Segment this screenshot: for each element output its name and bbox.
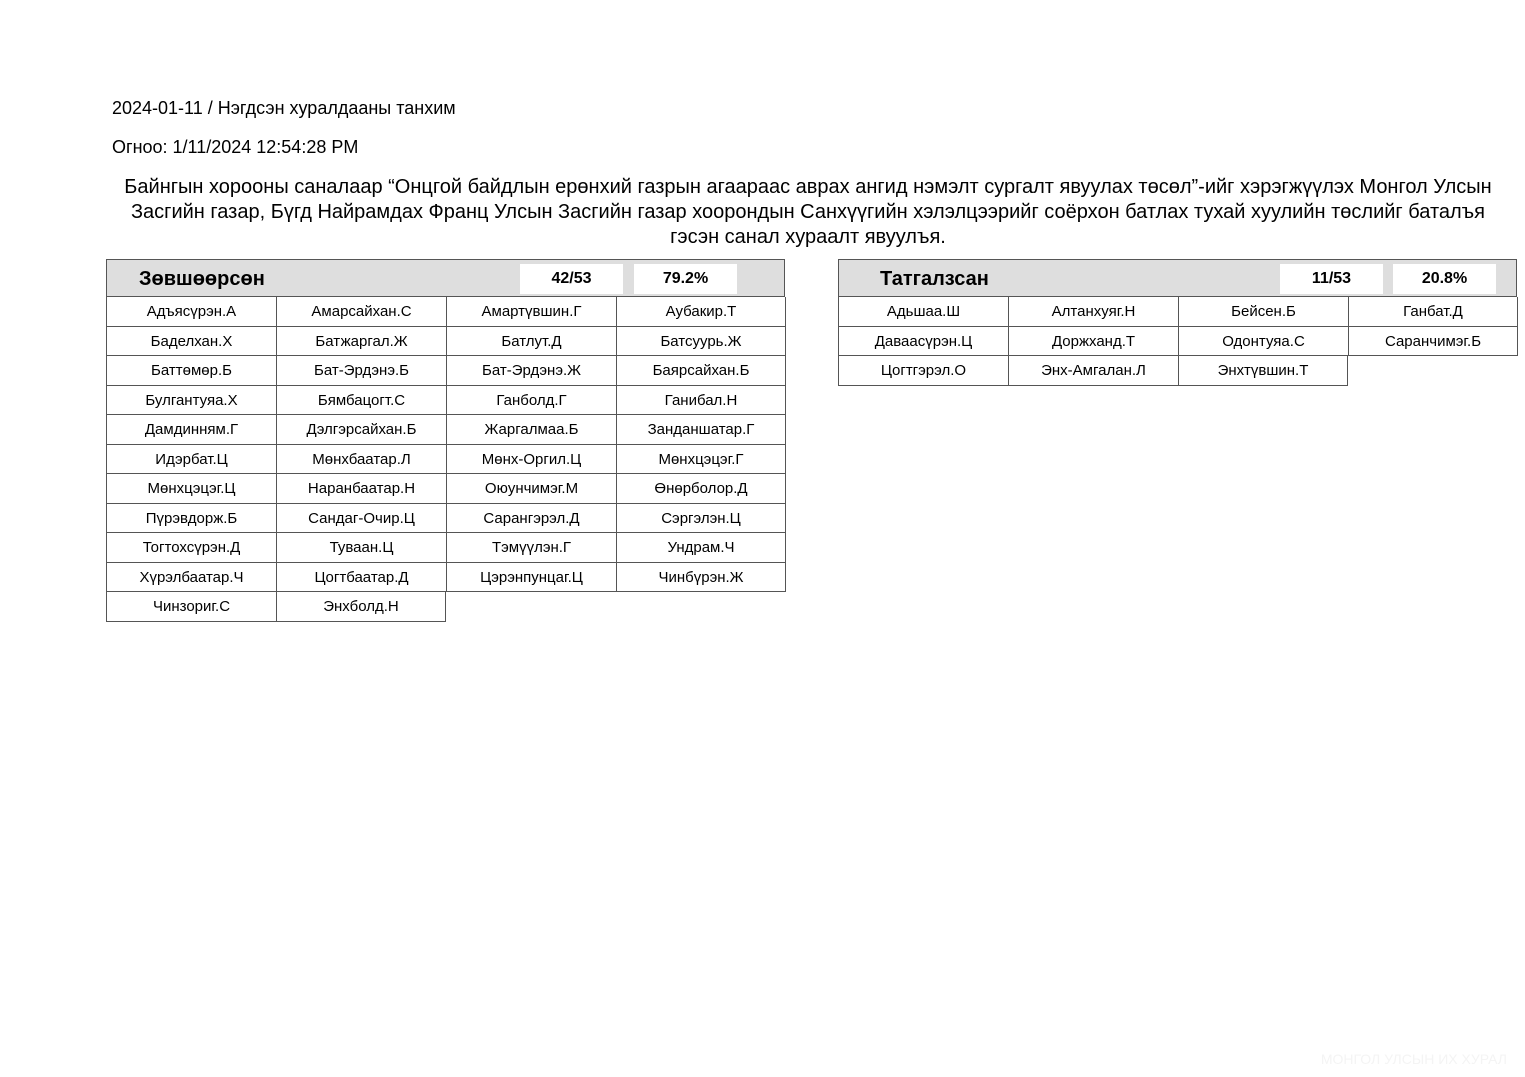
member-name-cell: Өнөрболор.Д — [616, 474, 786, 504]
member-name-cell: Хүрэлбаатар.Ч — [106, 563, 276, 593]
member-name-cell: Сарангэрэл.Д — [446, 504, 616, 534]
member-name-cell: Булгантуяа.Х — [106, 386, 276, 416]
member-name-cell: Мөнхцэцэг.Ц — [106, 474, 276, 504]
reject-title: Татгалзсан — [880, 268, 989, 290]
approve-title: Зөвшөөрсөн — [139, 268, 265, 290]
member-name-cell: Чинбүрэн.Ж — [616, 563, 786, 593]
reject-count: 11/53 — [1280, 264, 1383, 294]
member-name-cell: Цэрэнпунцаг.Ц — [446, 563, 616, 593]
member-name-cell: Адъясүрэн.А — [106, 297, 276, 327]
member-name-cell: Батсуурь.Ж — [616, 327, 786, 357]
member-name-cell: Бейсен.Б — [1178, 297, 1348, 327]
reject-member-grid — [838, 297, 1517, 386]
member-name-cell: Баттөмөр.Б — [106, 356, 276, 386]
member-name-cell: Саранчимэг.Б — [1348, 327, 1518, 357]
member-name-cell: Сандаг-Очир.Ц — [276, 504, 446, 534]
member-name-cell: Алтанхуяг.Н — [1008, 297, 1178, 327]
member-name-cell: Энх-Амгалан.Л — [1008, 356, 1178, 386]
member-name-cell: Сэргэлэн.Ц — [616, 504, 786, 534]
member-name-cell: Тэмүүлэн.Г — [446, 533, 616, 563]
member-name-cell: Чинзориг.С — [106, 592, 276, 622]
member-name-cell: Бямбацогт.С — [276, 386, 446, 416]
member-name-cell: Мөнхцэцэг.Г — [616, 445, 786, 475]
timestamp-label: Огноо: — [112, 137, 168, 157]
member-name-cell: Пүрэвдорж.Б — [106, 504, 276, 534]
member-name-cell: Ганибал.Н — [616, 386, 786, 416]
member-name-cell: Баделхан.Х — [106, 327, 276, 357]
session-title: 2024-01-11 / Нэгдсэн хуралдааны танхим — [112, 98, 456, 118]
member-name-cell: Даваасүрэн.Ц — [838, 327, 1008, 357]
member-name-cell: Дамдинням.Г — [106, 415, 276, 445]
approve-percent: 79.2% — [634, 264, 737, 294]
member-name-cell: Ундрам.Ч — [616, 533, 786, 563]
member-name-cell: Одонтуяа.С — [1178, 327, 1348, 357]
member-name-cell: Дэлгэрсайхан.Б — [276, 415, 446, 445]
member-name-cell: Энхтүвшин.Т — [1178, 356, 1348, 386]
timestamp-value: 1/11/2024 12:54:28 PM — [172, 137, 359, 157]
member-name-cell: Цогтбаатар.Д — [276, 563, 446, 593]
member-name-cell: Энхболд.Н — [276, 592, 446, 622]
motion-text: Байнгын хорооны саналаар “Онцгой байдлын ерөнхий газрын агаараас аврах ангид нэмэлт сургалт явуулах төсөл”-ийг хэрэгжүүлэх Монгол Улсын Засгийн газар, Бүгд Найрамдах Франц Улсын Засгийн газар хоорондын Санхүүгийн хэлэлцээрийг соёрхон батлах тухай хуулийн төслийг баталъя гэсэн санал хураалт явуулъя. — [124, 176, 1492, 248]
member-name-cell: Оюунчимэг.М — [446, 474, 616, 504]
approve-panel — [106, 259, 785, 622]
member-name-cell: Баярсайхан.Б — [616, 356, 786, 386]
member-name-cell: Ганболд.Г — [446, 386, 616, 416]
member-name-cell: Амартүвшин.Г — [446, 297, 616, 327]
member-name-cell: Идэрбат.Ц — [106, 445, 276, 475]
member-name-cell: Доржханд.Т — [1008, 327, 1178, 357]
member-name-cell: Амарсайхан.С — [276, 297, 446, 327]
member-name-cell: Батжаргал.Ж — [276, 327, 446, 357]
watermark: МОНГОЛ УЛСЫН ИХ ХУРАЛ — [1320, 1051, 1507, 1067]
member-name-cell: Тогтохсүрэн.Д — [106, 533, 276, 563]
member-name-cell: Туваан.Ц — [276, 533, 446, 563]
member-name-cell: Адьшаа.Ш — [838, 297, 1008, 327]
member-name-cell: Мөнх-Оргил.Ц — [446, 445, 616, 475]
member-name-cell: Жаргалмаа.Б — [446, 415, 616, 445]
approve-member-grid — [106, 297, 785, 622]
member-name-cell: Наранбаатар.Н — [276, 474, 446, 504]
member-name-cell: Аубакир.Т — [616, 297, 786, 327]
reject-panel — [838, 259, 1517, 386]
member-name-cell: Бат-Эрдэнэ.Б — [276, 356, 446, 386]
member-name-cell: Цогтгэрэл.О — [838, 356, 1008, 386]
approve-header — [106, 259, 785, 297]
reject-header — [838, 259, 1517, 297]
member-name-cell: Ганбат.Д — [1348, 297, 1518, 327]
member-name-cell: Занданшатар.Г — [616, 415, 786, 445]
member-name-cell: Бат-Эрдэнэ.Ж — [446, 356, 616, 386]
approve-count: 42/53 — [520, 264, 623, 294]
reject-percent: 20.8% — [1393, 264, 1496, 294]
member-name-cell: Мөнхбаатар.Л — [276, 445, 446, 475]
member-name-cell: Батлут.Д — [446, 327, 616, 357]
timestamp — [112, 136, 358, 158]
